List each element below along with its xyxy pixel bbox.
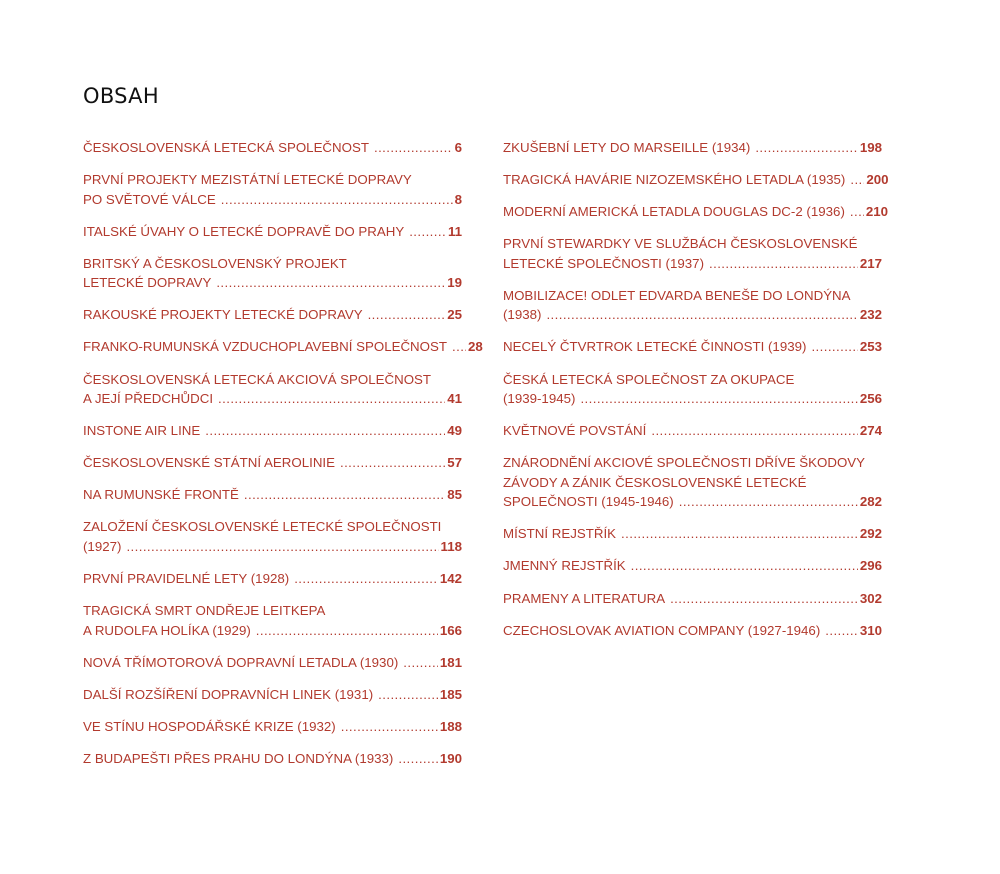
toc-entry-title-line: BRITSKÝ A ČESKOSLOVENSKÝ PROJEKT: [83, 255, 347, 271]
dot-leader: [621, 524, 858, 544]
dot-leader: [679, 492, 858, 512]
toc-entry[interactable]: [503, 370, 882, 409]
toc-entry-line: [503, 421, 882, 441]
toc-entry[interactable]: [503, 621, 882, 641]
dot-leader: [218, 389, 445, 409]
toc-entry-line: [503, 556, 882, 576]
toc-page-number: 185: [439, 686, 462, 702]
toc-entry[interactable]: [503, 170, 889, 190]
toc-entry-title-line: ZALOŽENÍ ČESKOSLOVENSKÉ LETECKÉ SPOLEČNOSTI: [83, 519, 442, 535]
toc-page-number: 166: [439, 622, 462, 638]
toc-entry-title: DALŠÍ ROZŠÍŘENÍ DOPRAVNÍCH LINEK (1931): [83, 686, 374, 702]
toc-entry[interactable]: [83, 138, 462, 158]
dot-leader: [374, 138, 453, 158]
dot-leader: [452, 337, 466, 357]
toc-entry-title-line: ČESKOSLOVENSKÁ LETECKÁ AKCIOVÁ SPOLEČNOST: [83, 371, 432, 387]
toc-entry[interactable]: [503, 234, 882, 273]
dot-leader: [409, 222, 446, 242]
toc-page-number: 296: [859, 558, 882, 574]
toc-entry-title: CZECHOSLOVAK AVIATION COMPANY (1927-1946): [503, 622, 821, 638]
toc-entry-title-line: ZÁVODY A ZÁNIK ČESKOSLOVENSKÉ LETECKÉ: [503, 474, 807, 490]
toc-entry-line: [83, 485, 462, 505]
toc-entry[interactable]: [83, 421, 462, 441]
toc-page-number: 282: [859, 494, 882, 510]
toc-entry-title: LETECKÉ DOPRAVY: [83, 275, 212, 291]
dot-leader: [850, 202, 864, 222]
toc-page-number: 57: [447, 455, 462, 471]
toc-entry[interactable]: [503, 337, 882, 357]
toc-page-number: 49: [447, 423, 462, 439]
toc-entry-line: [503, 254, 882, 274]
toc-entry-title: ČESKOSLOVENSKÁ LETECKÁ SPOLEČNOST: [83, 140, 369, 155]
dot-leader: [651, 421, 857, 441]
toc-page-number: 200: [866, 172, 889, 188]
dot-leader: [850, 170, 864, 190]
toc-entry-line: [83, 273, 462, 293]
dot-leader: [378, 685, 438, 705]
dot-leader: [368, 305, 446, 325]
toc-entry[interactable]: [503, 202, 889, 222]
toc-page-number: 85: [447, 487, 462, 503]
toc-entry-line: [503, 389, 882, 409]
toc-entry[interactable]: [83, 222, 462, 242]
toc-entry-line: [83, 389, 462, 409]
toc-page-number: 253: [859, 339, 882, 355]
toc-entry[interactable]: [83, 254, 462, 293]
toc-entry[interactable]: [83, 653, 462, 673]
toc-page-number: 19: [447, 275, 462, 291]
dot-leader: [221, 190, 453, 210]
toc-page-number: 11: [447, 223, 462, 239]
toc-entry-title-line: PRVNÍ PROJEKTY MEZISTÁTNÍ LETECKÉ DOPRAVY: [83, 172, 412, 188]
toc-entry-title: FRANKO-RUMUNSKÁ VZDUCHOPLAVEBNÍ SPOLEČNOST: [83, 339, 447, 355]
toc-entry-title-line: ČESKÁ LETECKÁ SPOLEČNOST ZA OKUPACE: [503, 371, 795, 387]
toc-page-number: 217: [859, 255, 882, 271]
dot-leader: [294, 569, 438, 589]
toc-page-number: 142: [439, 571, 462, 587]
toc-entry[interactable]: [503, 421, 882, 441]
toc-entry[interactable]: [503, 138, 882, 158]
toc-entry-title-line: ZNÁRODNĚNÍ AKCIOVÉ SPOLEČNOSTI DŘÍVE ŠKODOVY: [503, 455, 866, 471]
toc-entry-line: [503, 138, 882, 158]
toc-page-number: 6: [454, 140, 462, 155]
toc-entry[interactable]: [503, 524, 882, 544]
toc-page-number: 292: [859, 526, 882, 542]
toc-entry-line: [83, 190, 462, 210]
toc-entry-line: [503, 170, 889, 190]
toc-entry-title: MODERNÍ AMERICKÁ LETADLA DOUGLAS DC-2 (1936): [503, 204, 845, 220]
toc-entry-line: [83, 653, 462, 673]
toc-page-number: 274: [859, 423, 882, 439]
toc-page-number: 41: [447, 391, 462, 407]
toc-entry-title: PRVNÍ PRAVIDELNÉ LETY (1928): [83, 571, 290, 587]
toc-entry-line: [83, 337, 483, 357]
toc-entry-title: NECELÝ ČTVRTROK LETECKÉ ČINNOSTI (1939): [503, 339, 807, 355]
dot-leader: [403, 653, 438, 673]
toc-entry-title: (1938): [503, 307, 542, 323]
toc-entry-title: NOVÁ TŘÍMOTOROVÁ DOPRAVNÍ LETADLA (1930): [83, 654, 399, 670]
dot-leader: [205, 421, 445, 441]
dot-leader: [631, 556, 858, 576]
toc-entry-title: LETECKÉ SPOLEČNOSTI (1937): [503, 255, 704, 271]
toc-entry[interactable]: [503, 453, 882, 512]
toc-entry-title: MÍSTNÍ REJSTŘÍK: [503, 526, 617, 542]
dot-leader: [580, 389, 857, 409]
toc-entry-line: [503, 589, 882, 609]
toc-entry-line: [83, 621, 462, 641]
toc-entry-line: [503, 337, 882, 357]
toc-entry-title: INSTONE AIR LINE: [83, 423, 201, 439]
toc-entry-title: TRAGICKÁ HAVÁRIE NIZOZEMSKÉHO LETADLA (1935): [503, 172, 846, 188]
toc-page-number: 198: [859, 140, 882, 155]
toc-entry-line: [503, 492, 882, 512]
toc-entry-title: KVĚTNOVÉ POVSTÁNÍ: [503, 423, 647, 439]
toc-entry-title: NA RUMUNSKÉ FRONTĚ: [83, 487, 239, 503]
toc-entry-line: [83, 421, 462, 441]
toc-page-number: 310: [859, 622, 882, 638]
toc-entry-title: (1927): [83, 538, 122, 554]
toc-entry-line: [83, 305, 462, 325]
toc-entry[interactable]: [83, 453, 462, 473]
toc-page-number: 8: [454, 191, 462, 207]
toc-page-number: 302: [859, 590, 882, 606]
toc-entry[interactable]: [83, 517, 462, 556]
dot-leader: [398, 749, 437, 769]
toc-entry[interactable]: [83, 170, 462, 209]
dot-leader: [709, 254, 858, 274]
toc-page-number: 210: [865, 204, 889, 220]
toc-entry-line: [83, 717, 462, 737]
toc-page-number: 28: [468, 339, 483, 355]
toc-entry-title: ZKUŠEBNÍ LETY DO MARSEILLE (1934): [503, 140, 751, 155]
dot-leader: [546, 305, 857, 325]
toc-entry[interactable]: [83, 305, 462, 325]
toc-entry[interactable]: [503, 286, 882, 325]
toc-right-column: [503, 138, 889, 653]
toc-page-number: 232: [859, 307, 882, 323]
toc-entry-title: PO SVĚTOVÉ VÁLCE: [83, 191, 216, 207]
dot-leader: [825, 621, 858, 641]
toc-entry-line: [503, 524, 882, 544]
toc-page-number: 190: [439, 751, 462, 766]
toc-entry-title: JMENNÝ REJSTŘÍK: [503, 558, 626, 574]
toc-page-number: 188: [439, 718, 462, 734]
toc-entry-title: SPOLEČNOSTI (1945-1946): [503, 494, 674, 510]
dot-leader: [216, 273, 445, 293]
toc-entry-line: [83, 222, 462, 242]
toc-entry[interactable]: [83, 685, 462, 705]
toc-entry-line: [503, 202, 889, 222]
dot-leader: [670, 589, 858, 609]
toc-entry-line: [83, 453, 462, 473]
toc-entry-line: [83, 138, 462, 158]
toc-entry[interactable]: [83, 370, 462, 409]
toc-entry[interactable]: [503, 589, 882, 609]
toc-entry[interactable]: [83, 337, 483, 357]
toc-entry[interactable]: [83, 601, 462, 640]
toc-entry-title-line: PRVNÍ STEWARDKY VE SLUŽBÁCH ČESKOSLOVENSKÉ: [503, 236, 858, 252]
toc-entry-title: ČESKOSLOVENSKÉ STÁTNÍ AEROLINIE: [83, 455, 335, 471]
toc-left-column: [83, 138, 483, 781]
dot-leader: [126, 537, 438, 557]
toc-entry-title: A JEJÍ PŘEDCHŮDCI: [83, 391, 214, 407]
toc-entry[interactable]: [503, 556, 882, 576]
toc-page-number: 256: [859, 391, 882, 407]
toc-entry-line: [83, 685, 462, 705]
toc-entry-title-line: MOBILIZACE! ODLET EDVARDA BENEŠE DO LONDÝNA: [503, 287, 851, 303]
dot-leader: [244, 485, 445, 505]
toc-entry[interactable]: [83, 717, 462, 737]
page-title: OBSAH: [83, 84, 159, 108]
toc-entry-title: VE STÍNU HOSPODÁŘSKÉ KRIZE (1932): [83, 718, 336, 734]
toc-entry-title-line: TRAGICKÁ SMRT ONDŘEJE LEITKEPA: [83, 603, 326, 619]
dot-leader: [341, 717, 438, 737]
toc-entry-title: PRAMENY A LITERATURA: [503, 590, 666, 606]
toc-page-number: 118: [440, 538, 462, 554]
toc-entry[interactable]: [83, 569, 462, 589]
toc-entry-title: A RUDOLFA HOLÍKA (1929): [83, 622, 251, 638]
dot-leader: [340, 453, 445, 473]
toc-entry-line: [83, 569, 462, 589]
dot-leader: [811, 337, 857, 357]
toc-entry[interactable]: [83, 749, 462, 769]
toc-entry[interactable]: [83, 485, 462, 505]
toc-entry-title: RAKOUSKÉ PROJEKTY LETECKÉ DOPRAVY: [83, 307, 363, 323]
dot-leader: [755, 138, 858, 158]
toc-entry-line: [83, 537, 462, 557]
toc-page-number: 181: [439, 654, 462, 670]
toc-entry-line: [503, 305, 882, 325]
toc-entry-title: ITALSKÉ ÚVAHY O LETECKÉ DOPRAVĚ DO PRAHY: [83, 223, 405, 239]
dot-leader: [256, 621, 438, 641]
toc-entry-title: Z BUDAPEŠTI PŘES PRAHU DO LONDÝNA (1933): [83, 751, 394, 766]
toc-entry-line: [503, 621, 882, 641]
toc-page-number: 25: [447, 307, 462, 323]
toc-entry-line: [83, 749, 462, 769]
toc-entry-title: (1939-1945): [503, 391, 576, 407]
